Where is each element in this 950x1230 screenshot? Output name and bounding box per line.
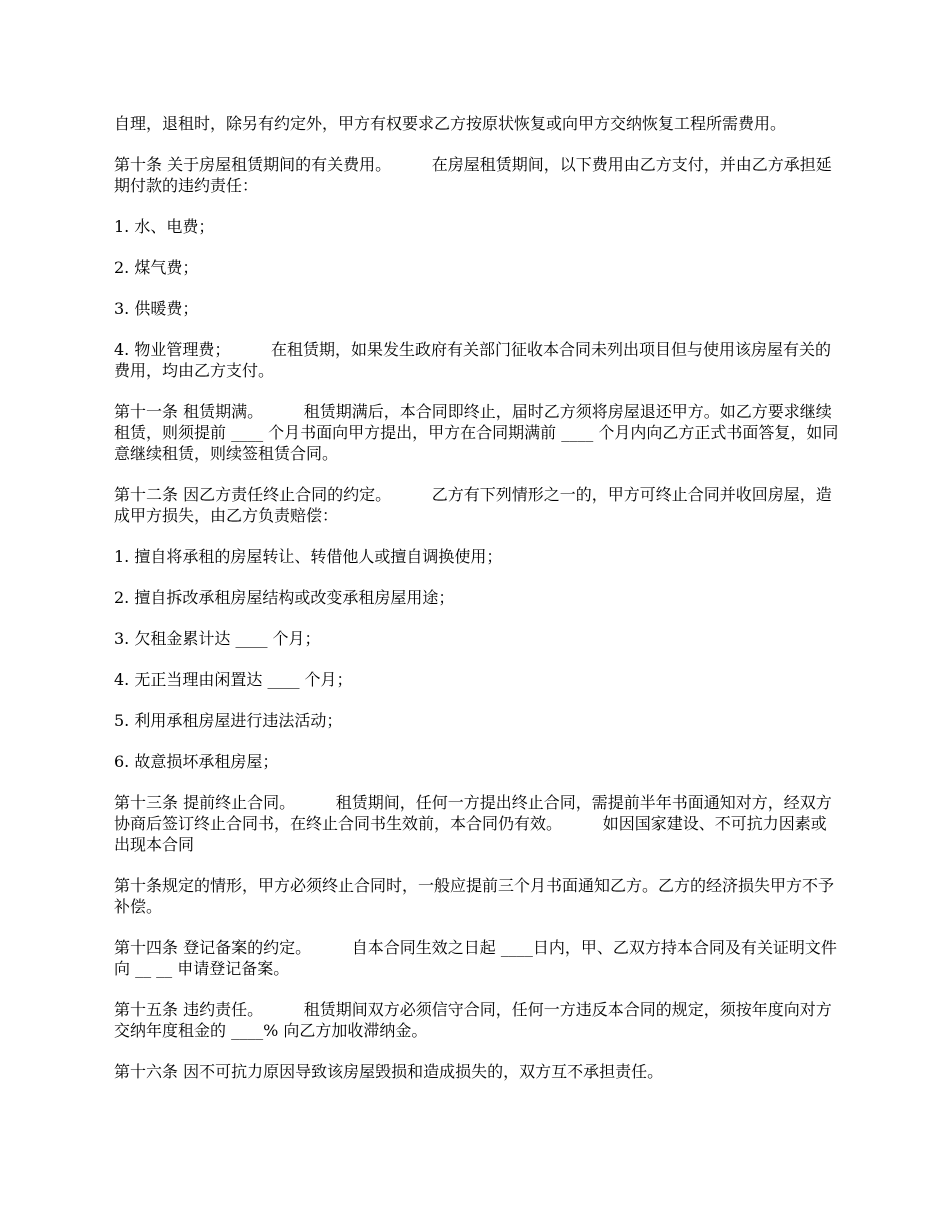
list-item-gas: 2. 煤气费；: [114, 258, 199, 277]
list-item-heating: 3. 供暖费；: [114, 299, 199, 318]
paragraph-article-13: 第十三条 提前终止合同。 租赁期间，任何一方提出终止合同，需提前半年书面通知对方，经双方协商后签订终止合同书，在终止合同书生效前，本合同仍有效。 如因国家建设、不可抗力因素或出现本合同: [114, 793, 832, 854]
paragraph-article-14: 第十四条 登记备案的约定。 自本合同生效之日起 ____日内，甲、乙双方持本合同及有关证明文件向 __ __ 申请登记备案。: [114, 938, 837, 978]
paragraph-article-11: 第十一条 租赁期满。 租赁期满后，本合同即终止，届时乙方须将房屋退还甲方。如乙方要求继续租赁，则须提前 ____ 个月书面向甲方提出，甲方在合同期满前 ____ 个月内向乙方正式书面答复，如同意继续租赁，则续签租赁合同。: [114, 402, 839, 463]
paragraph-article-16: 第十六条 因不可抗力原因导致该房屋毁损和造成损失的，双方互不承担责任。: [114, 1062, 664, 1081]
paragraph-article-13-continued: 第十条规定的情形，甲方必须终止合同时，一般应提前三个月书面通知乙方。乙方的经济损失甲方不予补偿。: [114, 876, 835, 916]
list-item-illegal-use: 5. 利用承租房屋进行违法活动；: [114, 711, 343, 730]
list-item-property-management: 4. 物业管理费； 在租赁期，如果发生政府有关部门征收本合同未列出项目但与使用该房屋有关的费用，均由乙方支付。: [114, 340, 832, 380]
paragraph-article-15: 第十五条 违约责任。 租赁期间双方必须信守合同，任何一方违反本合同的规定，须按年度向对方交纳年度租金的 ____% 向乙方加收滞纳金。: [114, 1000, 832, 1040]
list-item-damage: 6. 故意损坏承租房屋；: [114, 752, 279, 771]
list-item-rent-arrears: 3. 欠租金累计达 ____ 个月；: [114, 629, 321, 648]
list-item-alter-structure: 2. 擅自拆改承租房屋结构或改变承租房屋用途；: [114, 588, 455, 607]
document-body: [114, 113, 840, 1102]
paragraph-restoration-clause: 自理，退租时，除另有约定外，甲方有权要求乙方按原状恢复或向甲方交纳恢复工程所需费用。: [114, 114, 787, 133]
list-item-idle: 4. 无正当理由闲置达 ____ 个月；: [114, 670, 353, 689]
paragraph-article-12: 第十二条 因乙方责任终止合同的约定。 乙方有下列情形之一的，甲方可终止合同并收回房屋，造成甲方损失，由乙方负责赔偿：: [114, 485, 832, 525]
list-item-water-electricity: 1. 水、电费；: [114, 217, 215, 236]
paragraph-article-10: 第十条 关于房屋租赁期间的有关费用。 在房屋租赁期间，以下费用由乙方支付，并由乙方承担延期付款的违约责任：: [114, 155, 832, 195]
list-item-sublet: 1. 擅自将承租的房屋转让、转借他人或擅自调换使用；: [114, 547, 503, 566]
